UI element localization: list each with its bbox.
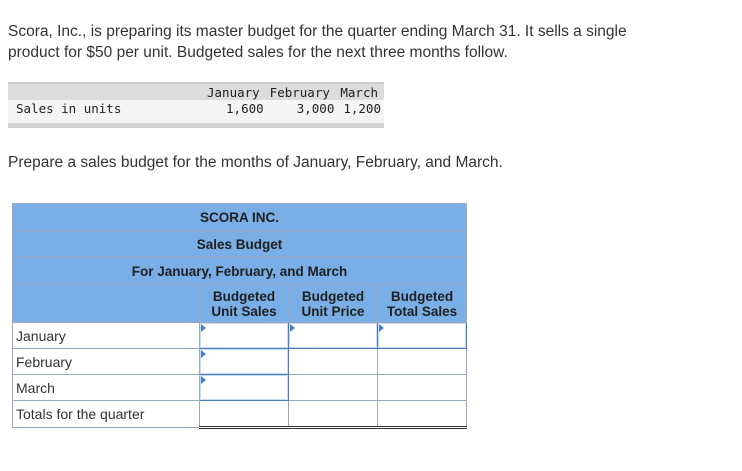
january-total-sales-input[interactable] bbox=[378, 323, 467, 349]
budget-column-header-row bbox=[13, 285, 467, 323]
given-month-january: January bbox=[204, 83, 267, 100]
given-header-row bbox=[8, 83, 384, 100]
intro-line-1: Scora, Inc., is preparing its master budget for the quarter ending March 31. It sells a single bbox=[8, 23, 627, 40]
sales-budget-table bbox=[12, 203, 467, 429]
input-marker-icon bbox=[201, 350, 206, 358]
january-unit-sales-input[interactable] bbox=[200, 323, 289, 349]
given-month-february: February bbox=[267, 83, 338, 100]
col-header-unit-price: Budgeted Unit Price bbox=[289, 285, 378, 323]
march-unit-sales-input[interactable] bbox=[200, 375, 289, 401]
totals-unit-price-cell bbox=[289, 401, 378, 428]
instruction-text: Prepare a sales budget for the months of January, February, and March. bbox=[8, 154, 503, 171]
budget-period: For January, February, and March bbox=[13, 258, 467, 285]
march-unit-price-cell bbox=[289, 375, 378, 401]
col-header-unit-sales: Budgeted Unit Sales bbox=[200, 285, 289, 323]
input-marker-icon bbox=[201, 376, 206, 384]
intro-line-2: product for $50 per unit. Budgeted sales for the next three months follow. bbox=[8, 44, 508, 61]
budget-row-january bbox=[13, 323, 467, 349]
row-label-january: January bbox=[13, 323, 200, 349]
budget-title: Sales Budget bbox=[13, 231, 467, 258]
given-value-february: 3,000 bbox=[267, 100, 338, 123]
given-value-january: 1,600 bbox=[204, 100, 267, 123]
input-marker-icon bbox=[379, 324, 384, 332]
budget-row-totals bbox=[13, 401, 467, 428]
row-label-march: March bbox=[13, 375, 200, 401]
march-total-sales-cell bbox=[378, 375, 467, 401]
input-marker-icon bbox=[201, 324, 206, 332]
january-unit-price-input[interactable] bbox=[289, 323, 378, 349]
row-label-totals: Totals for the quarter bbox=[13, 401, 200, 428]
given-value-march: 1,200 bbox=[337, 100, 384, 123]
input-marker-icon bbox=[290, 324, 295, 332]
budget-row-march bbox=[13, 375, 467, 401]
totals-unit-sales-cell bbox=[200, 401, 289, 428]
budget-row-february bbox=[13, 349, 467, 375]
february-unit-sales-input[interactable] bbox=[200, 349, 289, 375]
totals-total-sales-cell bbox=[378, 401, 467, 428]
row-label-february: February bbox=[13, 349, 200, 375]
given-sales-row bbox=[8, 100, 384, 123]
given-month-march: March bbox=[337, 83, 384, 100]
given-sales-table bbox=[8, 82, 384, 128]
february-unit-price-cell bbox=[289, 349, 378, 375]
february-total-sales-cell bbox=[378, 349, 467, 375]
budget-company: SCORA INC. bbox=[13, 204, 467, 231]
col-header-total-sales: Budgeted Total Sales bbox=[378, 285, 467, 323]
given-row-label: Sales in units bbox=[8, 100, 204, 123]
problem-intro bbox=[8, 21, 734, 63]
